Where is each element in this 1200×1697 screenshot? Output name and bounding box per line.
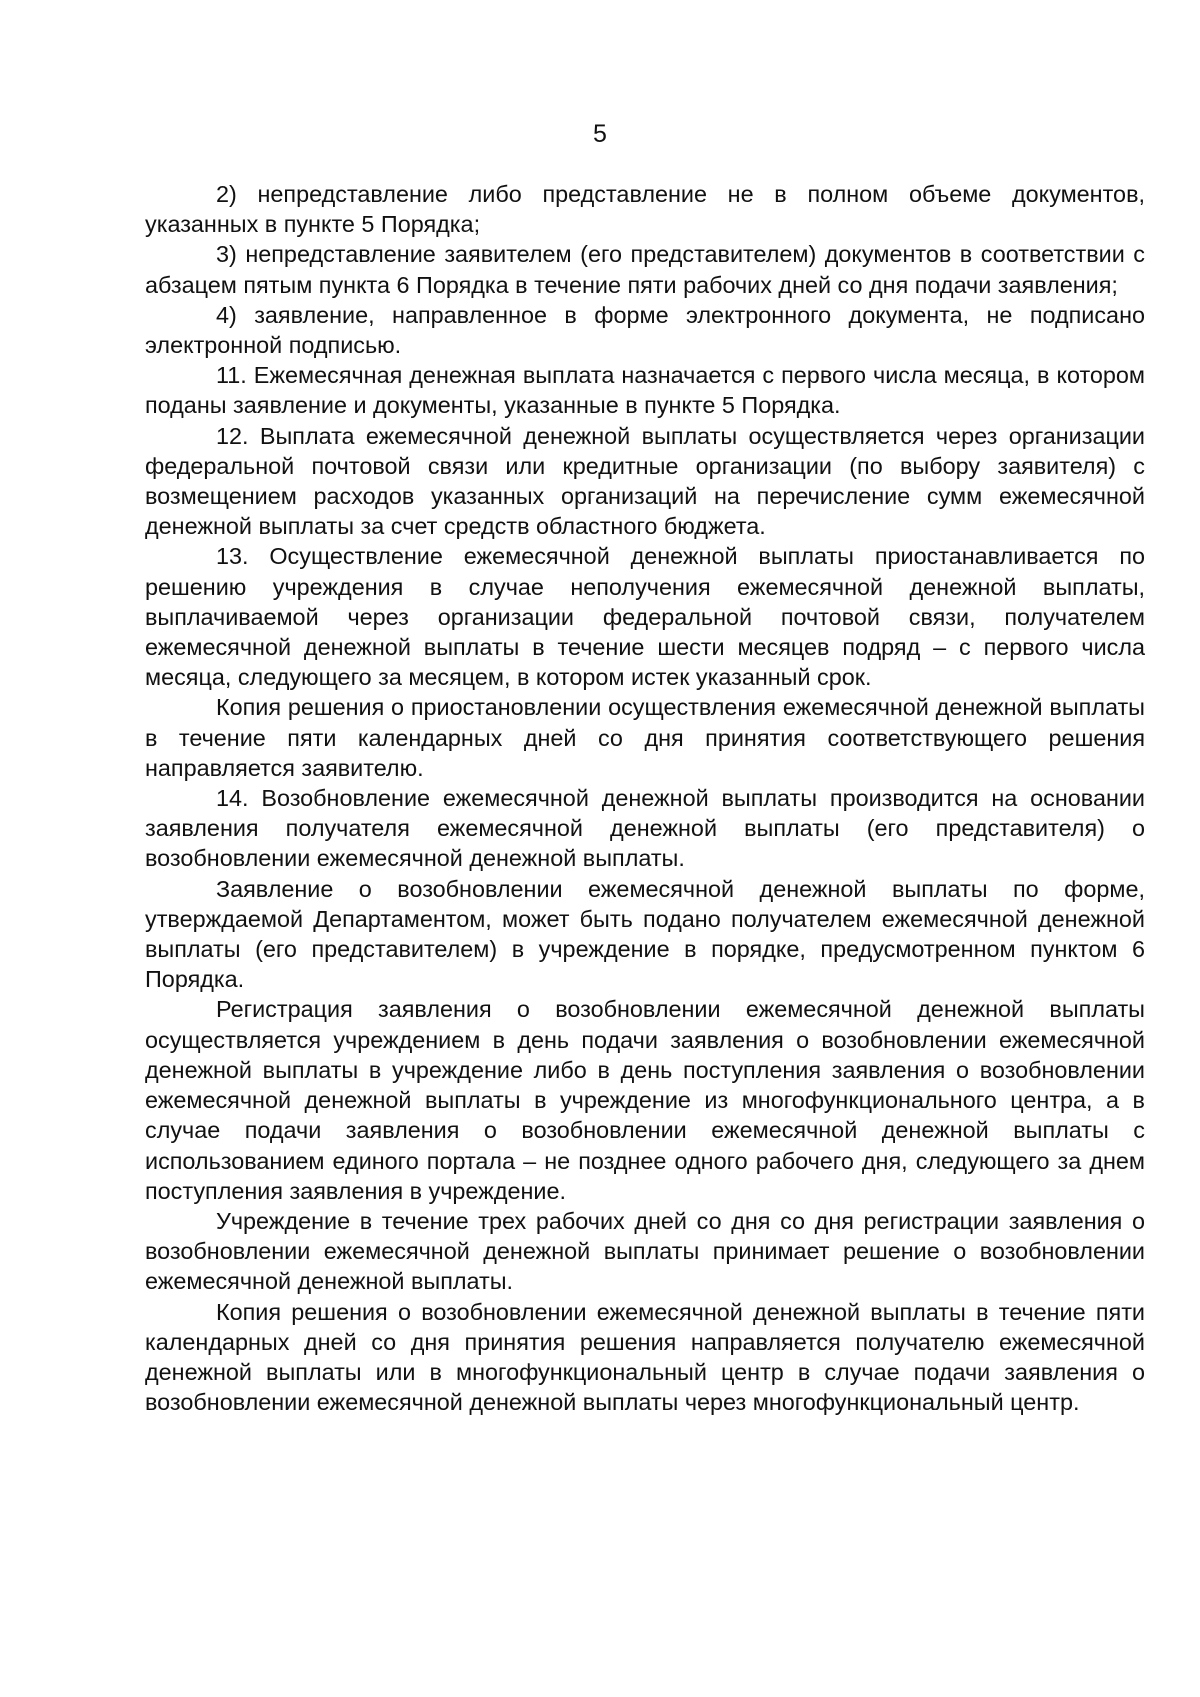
paragraph-item-3: 3) непредставление заявителем (его представителем) документов в соответствии с абзацем пятым пункта 6 Порядка в течение пяти рабочих дней со дня подачи заявления;	[145, 241, 1145, 298]
paragraph-resumption-copy: Копия решения о возобновлении ежемесячной денежной выплаты в течение пяти календарных дней со дня принятия решения направляется получателю ежемесячной денежной выплаты или в многофункциональный центр в случае подачи заявления о возобновлении ежемесячной денежной выплаты через многофункциональный центр.	[145, 1298, 1145, 1416]
paragraph-clause-14: 14. Возобновление ежемесячной денежной выплаты производится на основании заявления получателя ежемесячной денежной выплаты (его представителя) о возобновлении ежемесячной денежной выплаты.	[145, 785, 1145, 872]
paragraph-resumption-decision: Учреждение в течение трех рабочих дней со дня со дня регистрации заявления о возобновлении ежемесячной денежной выплаты принимает решение о возобновлении ежемесячной денежной выплаты.	[145, 1207, 1145, 1295]
paragraph-item-4: 4) заявление, направленное в форме электронного документа, не подписано электронной подписью.	[145, 301, 1145, 359]
paragraph-resumption-application: Заявление о возобновлении ежемесячной денежной выплаты по форме, утверждаемой Департаментом, может быть подано получателем ежемесячной денежной выплаты (его представителем) в учреждение в порядке, предусмотренном пунктом 6 Порядка.	[145, 875, 1145, 993]
paragraph-clause-11: 11. Ежемесячная денежная выплата назначается с первого числа месяца, в котором поданы заявление и документы, указанные в пункте 5 Порядка.	[145, 362, 1145, 419]
paragraph-item-2: 2) непредставление либо представление не в полном объеме документов, указанных в пункте 5 Порядка;	[145, 181, 1145, 238]
page-number: 5	[593, 120, 607, 148]
paragraph-clause-13: 13. Осуществление ежемесячной денежной выплаты приостанавливается по решению учреждения в случае неполучения ежемесячной денежной выплаты, выплачиваемой через организации федеральной почтовой связи, получателем ежемесячной денежной выплаты в течение шести месяцев подряд – с первого числа месяца, следующего за месяцем, в котором истек указанный срок.	[145, 543, 1145, 691]
document-body	[145, 179, 1145, 1417]
paragraph-suspension-copy: Копия решения о приостановлении осуществления ежемесячной денежной выплаты в течение пяти календарных дней со дня принятия соответствующего решения направляется заявителю.	[145, 694, 1145, 781]
paragraph-clause-12: 12. Выплата ежемесячной денежной выплаты осуществляется через организации федеральной почтовой связи или кредитные организации (по выбору заявителя) с возмещением расходов указанных организаций на перечисление сумм ежемесячной денежной выплаты за счет средств областного бюджета.	[145, 422, 1145, 540]
paragraph-registration: Регистрация заявления о возобновлении ежемесячной денежной выплаты осуществляется учреждением в день подачи заявления о возобновлении ежемесячной денежной выплаты в учреждение либо в день поступления заявления о возобновлении ежемесячной денежной выплаты в учреждение из многофункционального центра, а в случае подачи заявления о возобновлении ежемесячной денежной выплаты с использованием единого портала – не позднее одного рабочего дня, следующего за днем поступления заявления в учреждение.	[145, 996, 1145, 1204]
